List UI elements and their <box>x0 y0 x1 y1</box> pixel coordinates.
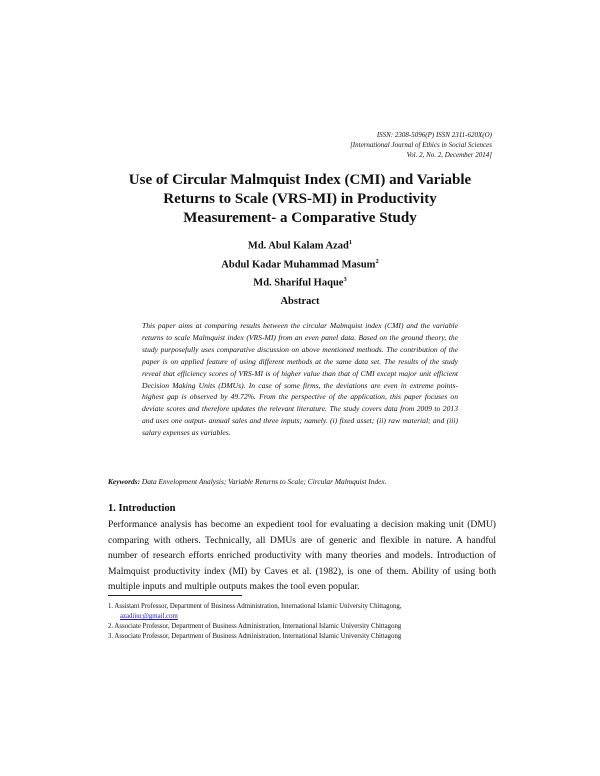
author-2 <box>100 254 500 273</box>
volume-line: Vol. 2, No. 2, December 2014] <box>406 151 492 159</box>
abstract-text: This paper aims at comparing results between the circular Malmquist index (CMI) and the variable returns to scale Malmquist index (VRS-MI) from an even panel data. Based on the ground theory, the study purposefully uses comparative discussion on above mentioned methods. The contribution of the paper is on applied feature of using different methods at the same data set. The results of the study reveal that efficiency scores of VRS-MI is of higher value than that of CMI except major unit efficient Decision Making Units (DMUs). In case of some firms, the deviations are even in extreme points- highest gap is observed by 49.72%. From the perspective of the application, this paper focuses on deviate scores and therefore updates the relevant literature. The study covers data from 2009 to 2013 and uses one output- annual sales and three inputs; namely. (i) fixed asset; (ii) raw material; and (iii) salary expenses as variables. <box>142 321 458 438</box>
title-line-1: Use of Circular Malmquist Index (CMI) and Variable <box>128 172 472 188</box>
author-affiliation-mark: 3 <box>343 276 347 283</box>
keywords-text: Data Envelopment Analysis; Variable Returns to Scale; Circular Malmquist Index. <box>141 477 387 486</box>
abstract-heading: Abstract <box>280 296 320 307</box>
introduction-heading: 1. Introduction <box>108 503 176 514</box>
title-line-2: Returns to Scale (VRS-MI) in Productivity <box>163 191 437 207</box>
author-name: Md. Shariful Haque <box>253 277 344 289</box>
footnote-2: 2. Associate Professor, Department of Business Administration, International Islamic University Chittagong <box>108 623 402 630</box>
title-line-3: Measurement- a Comparative Study <box>183 210 417 226</box>
footnote-1 <box>108 602 508 622</box>
author-email-link[interactable]: azadiiuc@gmail.com <box>120 613 178 620</box>
paper-title <box>100 171 500 228</box>
author-name: Abdul Kadar Muhammad Masum <box>221 259 376 270</box>
footnotes <box>108 602 508 642</box>
author-name: Md. Abul Kalam Azad <box>247 240 349 252</box>
journal-header <box>350 130 492 160</box>
author-affiliation-mark: 2 <box>375 257 379 265</box>
footnote-divider <box>108 595 242 596</box>
keywords <box>108 476 498 487</box>
author-affiliation-mark: 1 <box>348 239 353 246</box>
author-1 <box>100 235 500 254</box>
author-list <box>100 235 500 291</box>
issn-line: ISSN: 2308-5096(P) ISSN 2311-620X(O) <box>376 131 492 139</box>
footnote-3: 3. Associate Professor, Department of Business Administration, International Islamic University Chittagong <box>108 633 402 640</box>
author-3 <box>100 272 500 291</box>
footnote-1-text: 1. Assistant Professor, Department of Business Administration, International Islamic University Chittagong, <box>108 603 402 610</box>
journal-name: [International Journal of Ethics in Social Sciences <box>350 141 492 149</box>
keywords-label: Keywords: <box>108 477 141 486</box>
introduction-text: Performance analysis has become an expedient tool for evaluating a decision making unit (DMU) comparing with others. Technically, all DMUs are of generic and flexible in nature. A handful number of research efforts enriched productivity with many theories and models. Introduction of Malmquist productivity index (MI) by Caves et al. (1982), is one of them. Ability of using both multiple inputs and multiple outputs makes the tool even popular. <box>108 519 496 593</box>
